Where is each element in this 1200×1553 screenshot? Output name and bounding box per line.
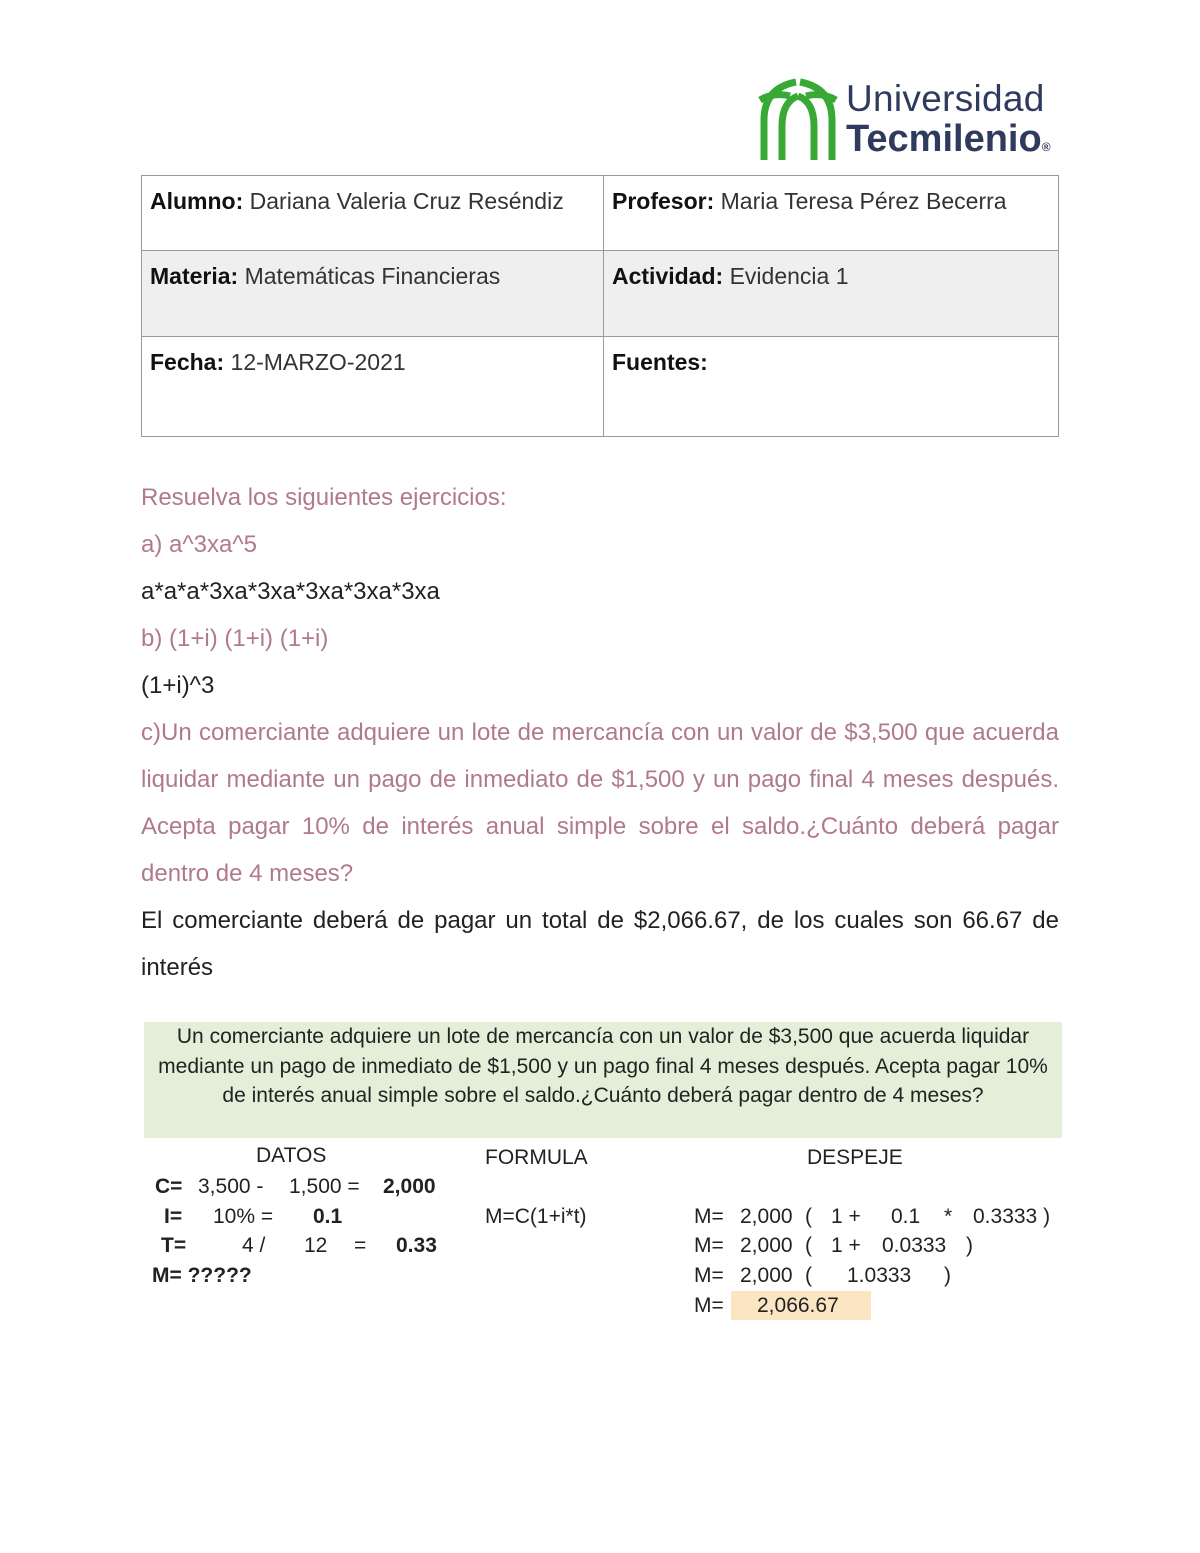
fuentes-cell	[604, 337, 1059, 437]
formula-value: M=C(1+i*t)	[485, 1205, 587, 1228]
despeje-r1-c: 2,000	[740, 1205, 793, 1228]
materia-cell	[142, 251, 604, 337]
datos-c-a: 3,500 -	[198, 1175, 264, 1198]
despeje-r2-open: (	[805, 1234, 812, 1257]
datos-t-result: 0.33	[396, 1234, 437, 1257]
despeje-r1-one: 1 +	[831, 1205, 861, 1228]
alumno-label: Alumno:	[150, 188, 244, 214]
profesor-label: Profesor:	[612, 188, 715, 214]
datos-header: DATOS	[256, 1144, 327, 1167]
despeje-r3-sum: 1.0333	[847, 1264, 912, 1287]
profesor-value: Maria Teresa Pérez Becerra	[720, 188, 1007, 214]
exercise-a-answer: a*a*a*3xa*3xa*3xa*3xa*3xa	[141, 578, 440, 605]
despeje-r2-c: 2,000	[740, 1234, 793, 1257]
despeje-r1-t: 0.3333 )	[973, 1205, 1051, 1228]
fecha-value: 12-MARZO-2021	[230, 349, 406, 375]
alumno-cell	[142, 176, 604, 251]
despeje-r3-m: M=	[694, 1264, 724, 1287]
header-info-table	[141, 175, 1059, 437]
exercise-b-question: b) (1+i) (1+i) (1+i)	[141, 625, 329, 652]
datos-t-eq: =	[354, 1234, 367, 1257]
alumno-value: Dariana Valeria Cruz Reséndiz	[249, 188, 564, 214]
logo-line2: Tecmilenio®	[846, 118, 1051, 160]
datos-i-a: 10% =	[213, 1205, 274, 1228]
datos-i-result: 0.1	[313, 1205, 343, 1228]
despeje-r4-result: 2,066.67	[757, 1294, 839, 1317]
exercise-a-question: a) a^3xa^5	[141, 531, 257, 558]
logo-line1: Universidad	[846, 78, 1045, 119]
datos-i-label: I=	[164, 1205, 183, 1228]
datos-c-result: 2,000	[383, 1175, 436, 1198]
fecha-cell	[142, 337, 604, 437]
formula-header: FORMULA	[485, 1146, 588, 1169]
despeje-r2-close: )	[966, 1234, 973, 1257]
despeje-r1-open: (	[805, 1205, 812, 1228]
datos-c-label: C=	[155, 1175, 183, 1198]
datos-t-label: T=	[161, 1234, 187, 1257]
datos-c-b: 1,500 =	[289, 1175, 360, 1198]
exercise-c-question: c)Un comerciante adquiere un lote de mercancía con un valor de $3,500 que acuerda liquidar mediante un pago de inmediato de $1,500 y un pago final 4 meses después. Acepta pagar 10% de interés anual simple sobre el saldo.¿Cuánto deberá pagar dentro de 4 meses?	[141, 719, 1059, 887]
fecha-label: Fecha:	[150, 349, 225, 375]
despeje-r1-i: 0.1	[891, 1205, 921, 1228]
profesor-cell	[604, 176, 1059, 251]
despeje-r1-mul: *	[944, 1205, 953, 1228]
datos-t-b: 12	[304, 1234, 328, 1257]
despeje-r4-m: M=	[694, 1294, 724, 1317]
despeje-r3-close: )	[944, 1264, 951, 1287]
materia-label: Materia:	[150, 263, 239, 289]
despeje-r2-one: 1 +	[831, 1234, 861, 1257]
actividad-value: Evidencia 1	[729, 263, 849, 289]
logo-arches-icon	[756, 74, 840, 164]
despeje-header: DESPEJE	[807, 1146, 903, 1169]
worksheet-problem-box: Un comerciante adquiere un lote de mercancía con un valor de $3,500 que acuerda liquidar mediante un pago de inmediato de $1,500 y un pago final 4 meses después. Acepta pagar 10% de interés anual simple sobre el saldo.¿Cuánto deberá pagar dentro de 4 meses?	[144, 1022, 1062, 1138]
despeje-r1-m: M=	[694, 1205, 724, 1228]
exercises-intro: Resuelva los siguientes ejercicios:	[141, 484, 507, 511]
exercise-b-answer: (1+i)^3	[141, 672, 215, 699]
actividad-cell	[604, 251, 1059, 337]
despeje-r2-it: 0.0333	[882, 1234, 947, 1257]
despeje-r3-open: (	[805, 1264, 812, 1287]
actividad-label: Actividad:	[612, 263, 724, 289]
datos-t-a: 4 /	[242, 1234, 266, 1257]
logo-registered-mark: ®	[1041, 140, 1051, 154]
materia-value: Matemáticas Financieras	[244, 263, 501, 289]
logo-wordmark	[846, 80, 1051, 158]
despeje-r3-c: 2,000	[740, 1264, 793, 1287]
despeje-r2-m: M=	[694, 1234, 724, 1257]
exercise-c-answer: El comerciante deberá de pagar un total de $2,066.67, de los cuales son 66.67 de interés	[141, 907, 1059, 981]
datos-m-label: M= ?????	[152, 1264, 252, 1287]
fuentes-label: Fuentes:	[612, 349, 708, 375]
university-logo	[756, 70, 1061, 165]
